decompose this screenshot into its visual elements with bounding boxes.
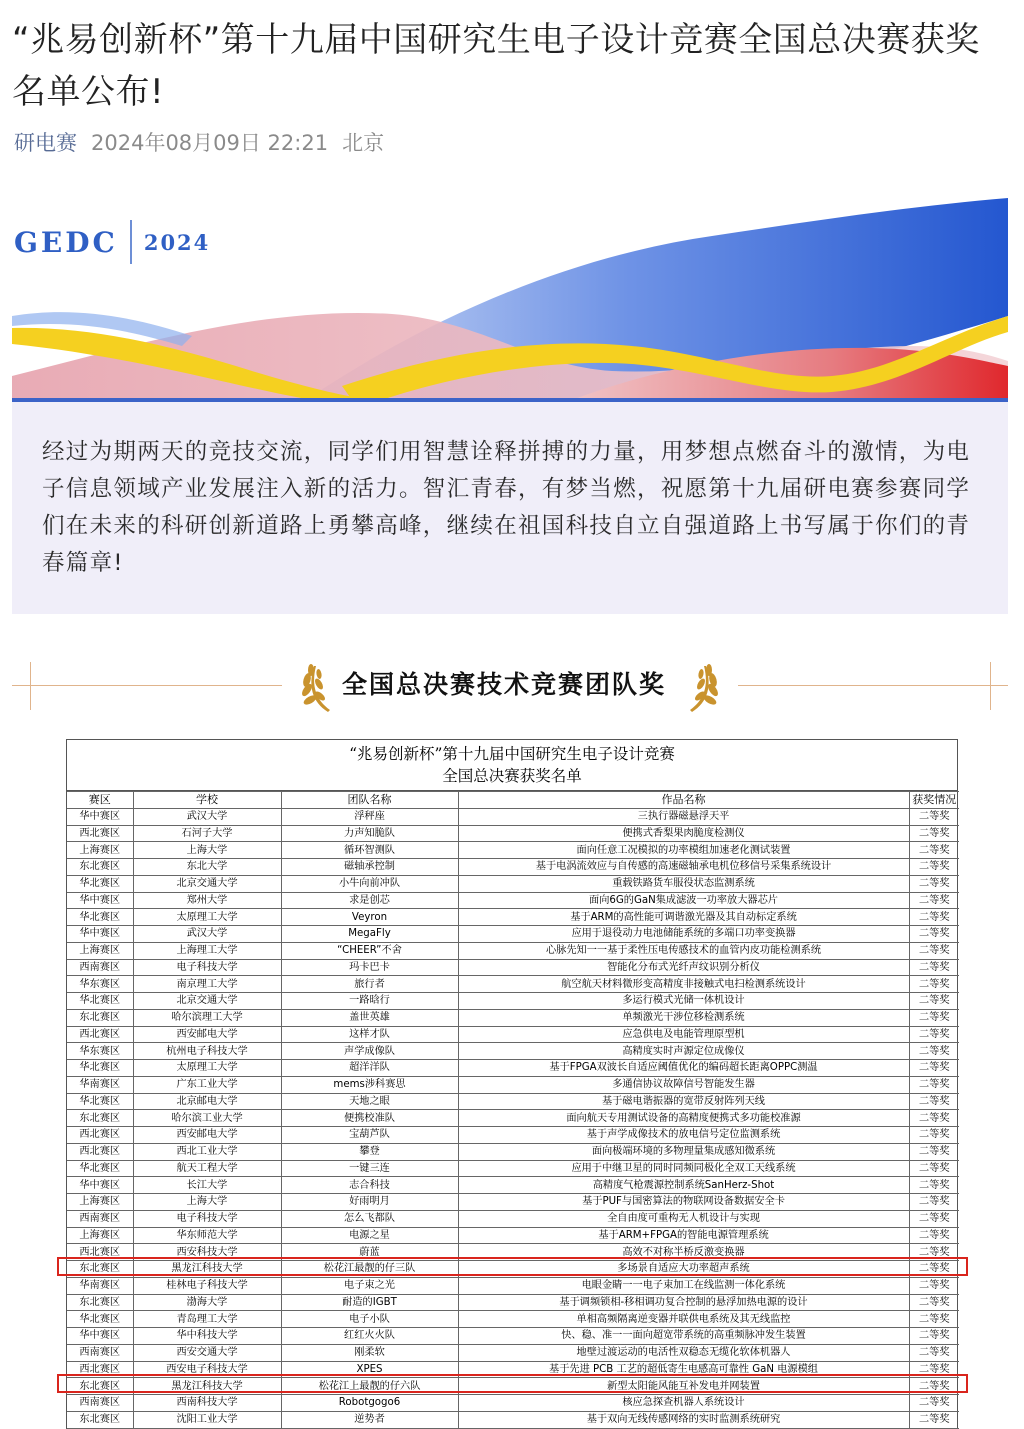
table-row [67,909,959,926]
cell-work: 面向极端环境的多物理量集成感知微系统 [458,1143,909,1160]
cell-team: 旅行者 [281,976,458,993]
table-row [67,1143,959,1160]
cell-award: 二等奖 [909,959,959,976]
cell-region: 东北赛区 [67,1009,133,1026]
table-row [67,1227,959,1244]
cell-school: 郑州大学 [133,892,281,909]
cell-region: 华北赛区 [67,1060,133,1077]
cell-award: 二等奖 [909,1177,959,1194]
cell-work: 应用于退役动力电池储能系统的多端口功率变换器 [458,926,909,943]
table-row [67,926,959,943]
cell-team: “CHEER”不舍 [281,942,458,959]
cell-work: 高精度实时声源定位成像仪 [458,1043,909,1060]
cell-work: 心脉先知一一基于柔性压电传感技术的血管内皮功能检测系统 [458,942,909,959]
cell-school: 长江大学 [133,1177,281,1194]
cell-region: 华中赛区 [67,1177,133,1194]
cell-school: 西安科技大学 [133,1244,281,1261]
cell-award: 二等奖 [909,976,959,993]
logo-divider [130,220,132,264]
cell-school: 上海大学 [133,842,281,859]
cell-team: 蔚蓝 [281,1244,458,1261]
cell-work: 基于声学成像技术的放电信号定位监测系统 [458,1127,909,1144]
cell-work: 电眼金睛一一电子束加工在线监测一体化系统 [458,1277,909,1294]
laurel-right-icon [684,656,718,714]
table-row [67,859,959,876]
header-work: 作品名称 [458,792,909,809]
cell-region: 华北赛区 [67,1093,133,1110]
cell-team: 一键三连 [281,1160,458,1177]
cell-school: 桂林电子科技大学 [133,1277,281,1294]
cell-award: 二等奖 [909,1194,959,1211]
cell-school: 西安交通大学 [133,1344,281,1361]
cell-team: 红红火火队 [281,1328,458,1345]
cell-team: XPES [281,1361,458,1378]
table-row [67,1127,959,1144]
cell-award: 二等奖 [909,1227,959,1244]
cell-team: 超洋洋队 [281,1060,458,1077]
cell-region: 东北赛区 [67,1378,133,1395]
cell-work: 基于电涡流效应与自传感的高速磁轴承电机位移信号采集系统设计 [458,859,909,876]
cell-work: 地壁过渡运动的电活性双稳态无缆化软体机器人 [458,1344,909,1361]
award-title: 全国总决赛技术竞赛团队奖 [342,670,667,699]
award-table [67,791,959,1429]
cell-award: 二等奖 [909,926,959,943]
table-row [67,1043,959,1060]
cell-school: 太原理工大学 [133,909,281,926]
cell-team: 磁轴承控制 [281,859,458,876]
award-table-image [66,739,958,1429]
cell-region: 华中赛区 [67,926,133,943]
table-row [67,808,959,825]
cell-award: 二等奖 [909,825,959,842]
cell-school: 东北大学 [133,859,281,876]
cell-region: 华北赛区 [67,909,133,926]
laurel-left-icon [302,656,336,714]
table-row [67,1328,959,1345]
cell-work: 基于ARM+FPGA的智能电源管理系统 [458,1227,909,1244]
cell-region: 西南赛区 [67,1344,133,1361]
cell-award: 二等奖 [909,1110,959,1127]
cell-school: 北京交通大学 [133,993,281,1010]
cell-team: 刚柔软 [281,1344,458,1361]
author-link[interactable]: 研电赛 [14,131,77,155]
cell-work: 多场景自适应大功率超声系统 [458,1261,909,1278]
cell-school: 华东师范大学 [133,1227,281,1244]
logo-text: GEDC [14,225,118,259]
cell-award: 二等奖 [909,808,959,825]
table-row [67,1026,959,1043]
logo-year: 2024 [143,229,211,255]
cell-region: 上海赛区 [67,842,133,859]
cell-award: 二等奖 [909,1026,959,1043]
cell-work: 高精度气枪震源控制系统SanHerz-Shot [458,1177,909,1194]
cell-school: 太原理工大学 [133,1060,281,1077]
cell-region: 东北赛区 [67,1261,133,1278]
cell-school: 西安邮电大学 [133,1127,281,1144]
cell-school: 华中科技大学 [133,1328,281,1345]
table-row [67,825,959,842]
cell-work: 单相高频隔离逆变器并联供电系统及其无线监控 [458,1311,909,1328]
cell-team: 电子小队 [281,1311,458,1328]
cell-award: 二等奖 [909,993,959,1010]
table-row [67,1294,959,1311]
cell-award: 二等奖 [909,942,959,959]
cell-team: 力声知脆队 [281,825,458,842]
cell-award: 二等奖 [909,1277,959,1294]
cell-region: 西南赛区 [67,1395,133,1412]
cell-school: 黑龙江科技大学 [133,1378,281,1395]
cell-school: 武汉大学 [133,808,281,825]
cell-work: 全自由度可重构无人机设计与实现 [458,1210,909,1227]
cell-school: 杭州电子科技大学 [133,1043,281,1060]
cell-award: 二等奖 [909,1143,959,1160]
cell-work: 应急供电及电能管理原型机 [458,1026,909,1043]
cell-award: 二等奖 [909,1294,959,1311]
header-award: 获奖情况 [909,792,959,809]
cell-team: 松花江最靓的仔三队 [281,1261,458,1278]
cell-work: 智能化分布式光纤声纹识别分析仪 [458,959,909,976]
cell-region: 华南赛区 [67,1277,133,1294]
table-row [67,842,959,859]
cell-work: 面向任意工况模拟的功率模组加速老化测试装置 [458,842,909,859]
cell-award: 二等奖 [909,1244,959,1261]
cell-team: 电源之星 [281,1227,458,1244]
cell-work: 面向6G的GaN集成滤波一功率放大器芯片 [458,892,909,909]
table-row [67,892,959,909]
cell-region: 西北赛区 [67,1026,133,1043]
table-row [67,1060,959,1077]
cell-school: 武汉大学 [133,926,281,943]
cell-team: 一路晗行 [281,993,458,1010]
cell-team: 浮秤座 [281,808,458,825]
cell-team: mems涉科赛思 [281,1076,458,1093]
cell-region: 东北赛区 [67,1294,133,1311]
cell-school: 渤海大学 [133,1294,281,1311]
cell-school: 哈尔滨理工大学 [133,1009,281,1026]
cell-work: 航空航天材料微形变高精度非接触式电扫检测系统设计 [458,976,909,993]
cell-school: 南京理工大学 [133,976,281,993]
cell-team: 便携校准队 [281,1110,458,1127]
cell-award: 二等奖 [909,1093,959,1110]
cell-work: 面向航天专用测试设备的高精度便携式多功能校准源 [458,1110,909,1127]
cell-region: 上海赛区 [67,1194,133,1211]
cell-award: 二等奖 [909,842,959,859]
table-row [67,1210,959,1227]
cell-school: 上海理工大学 [133,942,281,959]
cell-school: 西安电子科技大学 [133,1361,281,1378]
cell-award: 二等奖 [909,1160,959,1177]
cell-award: 二等奖 [909,1060,959,1077]
cell-region: 华北赛区 [67,1160,133,1177]
cell-work: 核应急探查机器人系统设计 [458,1395,909,1412]
cell-school: 西北工业大学 [133,1143,281,1160]
cell-award: 二等奖 [909,1311,959,1328]
cell-team: 小牛向前冲队 [281,875,458,892]
table-row [67,1093,959,1110]
cell-award: 二等奖 [909,1361,959,1378]
cell-region: 东北赛区 [67,1110,133,1127]
table-row [67,875,959,892]
cell-award: 二等奖 [909,1395,959,1412]
cell-award: 二等奖 [909,1378,959,1395]
cell-school: 西安邮电大学 [133,1026,281,1043]
cell-team: Robotgogo6 [281,1395,458,1412]
header-region: 赛区 [67,792,133,809]
cell-work: 多通信协议故障信号智能发生器 [458,1076,909,1093]
cell-work: 基于双向无线传感网络的实时监测系统研究 [458,1411,909,1428]
heading-tick-left [30,662,31,710]
heading-line-left [12,685,282,686]
publish-location: 北京 [342,131,385,155]
cell-school: 电子科技大学 [133,959,281,976]
cell-region: 华中赛区 [67,1328,133,1345]
cell-award: 二等奖 [909,1210,959,1227]
table-row [67,1160,959,1177]
cell-region: 华北赛区 [67,875,133,892]
cell-work: 便携式香梨果肉脆度检测仪 [458,825,909,842]
cell-team: 好雨明月 [281,1194,458,1211]
cell-work: 基于FPGA双波长自适应阈值优化的编码超长距离OPPC测温 [458,1060,909,1077]
cell-region: 华东赛区 [67,1043,133,1060]
cell-team: 玛卡巴卡 [281,959,458,976]
cell-award: 二等奖 [909,1261,959,1278]
table-row [67,1009,959,1026]
cell-region: 西北赛区 [67,825,133,842]
cell-school: 北京邮电大学 [133,1093,281,1110]
cell-work: 快、稳、准一一面向超宽带系统的高重频脉冲发生装置 [458,1328,909,1345]
table-row [67,1277,959,1294]
cell-award: 二等奖 [909,892,959,909]
cell-school: 沈阳工业大学 [133,1411,281,1428]
cell-school: 航天工程大学 [133,1160,281,1177]
cell-school: 黑龙江科技大学 [133,1261,281,1278]
table-row [67,959,959,976]
cell-team: 攀登 [281,1143,458,1160]
cell-award: 二等奖 [909,1043,959,1060]
heading-tick-right [990,662,991,710]
cell-work: 重载铁路货车服役状态监测系统 [458,875,909,892]
cell-region: 华北赛区 [67,1311,133,1328]
cell-team: 逆势者 [281,1411,458,1428]
cell-work: 基于ARM的高性能可调谐激光器及其自动标定系统 [458,909,909,926]
table-row [67,1395,959,1412]
table-title-line2: 全国总决赛获奖名单 [442,767,582,785]
table-row [67,1378,959,1395]
cell-region: 西北赛区 [67,1127,133,1144]
table-row [67,993,959,1010]
cell-team: MegaFly [281,926,458,943]
article-meta [14,126,384,158]
gedc-banner [12,196,1008,400]
table-row [67,1411,959,1428]
cell-award: 二等奖 [909,1009,959,1026]
cell-team: 声学成像队 [281,1043,458,1060]
cell-region: 上海赛区 [67,942,133,959]
cell-work: 基于调频锁相-移相调功复合控制的悬浮加热电源的设计 [458,1294,909,1311]
cell-region: 华东赛区 [67,976,133,993]
table-title-line1: “兆易创新杯”第十九届中国研究生电子设计竞赛 [349,745,675,763]
cell-award: 二等奖 [909,1344,959,1361]
cell-region: 西北赛区 [67,1244,133,1261]
cell-school: 上海大学 [133,1194,281,1211]
cell-award: 二等奖 [909,1411,959,1428]
cell-team: 盖世英雄 [281,1009,458,1026]
cell-work: 基于先进 PCB 工艺的超低寄生电感高可靠性 GaN 电源模组 [458,1361,909,1378]
cell-team: 循环智测队 [281,842,458,859]
cell-work: 基于磁电谐振器的宽带反射阵列天线 [458,1093,909,1110]
table-row [67,1076,959,1093]
cell-work: 单频激光干涉位移检测系统 [458,1009,909,1026]
cell-region: 西北赛区 [67,1143,133,1160]
award-heading [12,650,1008,720]
cell-team: 电子束之光 [281,1277,458,1294]
cell-region: 华南赛区 [67,1076,133,1093]
cell-region: 华中赛区 [67,808,133,825]
cell-team: 天地之眼 [281,1093,458,1110]
cell-team: Veyron [281,909,458,926]
cell-award: 二等奖 [909,875,959,892]
cell-region: 西北赛区 [67,1361,133,1378]
header-school: 学校 [133,792,281,809]
article-title: “兆易创新杯”第十九届中国研究生电子设计竞赛全国总决赛获奖名单公布! [12,20,980,112]
cell-region: 华北赛区 [67,993,133,1010]
table-row [67,1110,959,1127]
cell-region: 东北赛区 [67,1411,133,1428]
intro-paragraph: 经过为期两天的竞技交流，同学们用智慧诠释拼搏的力量，用梦想点燃奋斗的激情，为电子信息领域产业发展注入新的活力。智汇青春，有梦当燃，祝愿第十九届研电赛参赛同学们在未来的科研创新道路上勇攀高峰，继续在祖国科技自立自强道路上书写属于你们的青春篇章! [42,439,971,576]
cell-team: 志合科技 [281,1177,458,1194]
table-row [67,1311,959,1328]
gedc-logo [14,220,210,264]
cell-award: 二等奖 [909,1076,959,1093]
table-title [67,740,957,791]
cell-school: 青岛理工大学 [133,1311,281,1328]
heading-line-right [738,685,1008,686]
cell-region: 华中赛区 [67,892,133,909]
cell-region: 西南赛区 [67,959,133,976]
cell-award: 二等奖 [909,1127,959,1144]
cell-award: 二等奖 [909,1328,959,1345]
cell-team: 求是创芯 [281,892,458,909]
cell-school: 哈尔滨工业大学 [133,1110,281,1127]
table-row [67,1361,959,1378]
cell-work: 多运行模式光储一体机设计 [458,993,909,1010]
cell-school: 北京交通大学 [133,875,281,892]
cell-work: 三执行器磁悬浮天平 [458,808,909,825]
table-row [67,1194,959,1211]
table-body [67,808,959,1428]
cell-work: 新型太阳能风能互补发电并网装置 [458,1378,909,1395]
cell-work: 应用于中继卫星的同时同频同极化全双工天线系统 [458,1160,909,1177]
cell-region: 东北赛区 [67,859,133,876]
cell-region: 上海赛区 [67,1227,133,1244]
header-team: 团队名称 [281,792,458,809]
cell-award: 二等奖 [909,909,959,926]
cell-work: 高效不对称半桥反激变换器 [458,1244,909,1261]
cell-school: 广东工业大学 [133,1076,281,1093]
cell-region: 西南赛区 [67,1210,133,1227]
cell-school: 西南科技大学 [133,1395,281,1412]
cell-team: 怎么飞都队 [281,1210,458,1227]
cell-team: 松花江上最靓的仔六队 [281,1378,458,1395]
cell-team: 这样才队 [281,1026,458,1043]
cell-work: 基于PUF与国密算法的物联网设备数据安全卡 [458,1194,909,1211]
table-row [67,976,959,993]
cell-team: 耐造的IGBT [281,1294,458,1311]
table-row [67,1344,959,1361]
cell-school: 电子科技大学 [133,1210,281,1227]
table-row [67,1244,959,1261]
cell-school: 石河子大学 [133,825,281,842]
table-row [67,1177,959,1194]
cell-team: 宝葫芦队 [281,1127,458,1144]
cell-award: 二等奖 [909,859,959,876]
table-row [67,942,959,959]
table-header-row [67,792,959,809]
table-row [67,1261,959,1278]
intro-box [12,400,1008,614]
publish-datetime: 2024年08月09日 22:21 [91,131,329,155]
